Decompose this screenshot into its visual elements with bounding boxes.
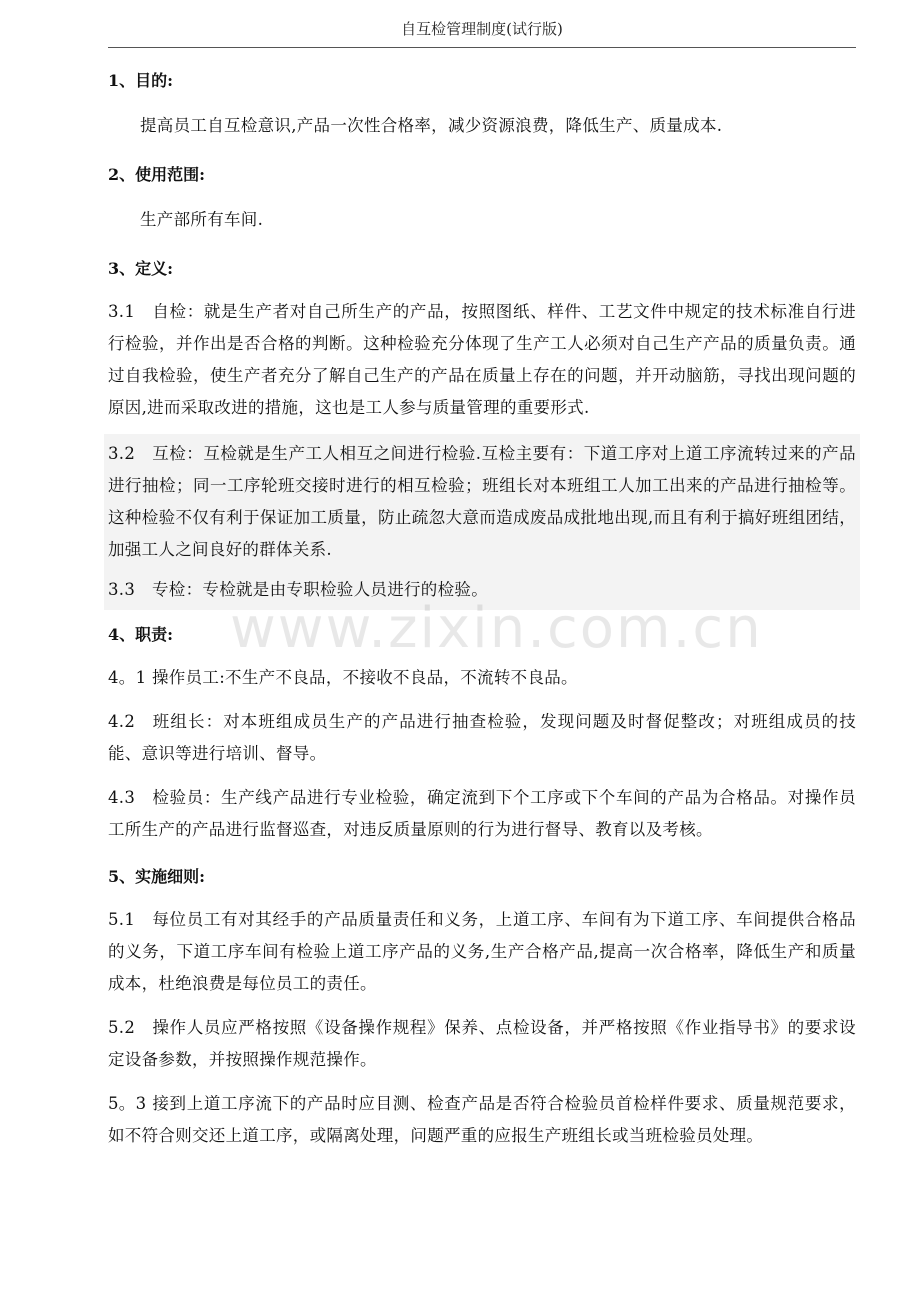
- item-text: 操作人员应严格按照《设备操作规程》保养、点检设备，并严格按照《作业指导书》的要求设定设备参数，并按照操作规范操作。: [108, 1018, 856, 1069]
- shaded-block: [104, 434, 860, 610]
- item-text: 自检：就是生产者对自己所生产的产品，按照图纸、样件、工艺文件中规定的技术标准自行进行检验，并作出是否合格的判断。这种检验充分体现了生产工人必须对自己生产产品的质量负责。通过自我检验，使生产者充分了解自己生产的产品在质量上存在的问题，并开动脑筋，寻找出现问题的原因,进而采取改进的措施，这也是工人参与质量管理的重要形式.: [108, 302, 856, 417]
- item-number: 5.1: [108, 910, 136, 929]
- item-number: 5.2: [108, 1018, 136, 1037]
- item-text: 操作员工:不生产不良品，不接收不良品，不流转不良品。: [152, 668, 578, 687]
- definition-item: [108, 438, 856, 566]
- page-header: 自互检管理制度(试行版): [108, 18, 856, 48]
- section-2-text: 生产部所有车间.: [140, 210, 264, 229]
- section-3-heading: 3、定义:: [108, 259, 174, 278]
- rule-item: [108, 904, 856, 1000]
- item-number: 3.1: [108, 302, 136, 321]
- item-number: 3.3: [108, 580, 136, 599]
- rule-item: [108, 1012, 856, 1076]
- section-5-heading: 5、实施细则:: [108, 867, 206, 886]
- item-number: 3.2: [108, 444, 136, 463]
- section-4-heading: 4、职责:: [108, 625, 174, 644]
- definition-item: [108, 574, 856, 606]
- item-number: 4.2: [108, 712, 136, 731]
- section-1-text: 提高员工自互检意识,产品一次性合格率，减少资源浪费，降低生产、质量成本.: [140, 116, 723, 135]
- document-body: [108, 62, 856, 1152]
- item-number: 4.3: [108, 788, 136, 807]
- item-text: 接到上道工序流下的产品时应目测、检查产品是否符合检验员首检样件要求、质量规范要求，如不符合则交还上道工序，或隔离处理，问题严重的应报生产班组长或当班检验员处理。: [108, 1094, 856, 1145]
- item-number: 4。1: [108, 668, 147, 687]
- duty-item: [108, 662, 856, 694]
- section-1-heading: 1、目的:: [108, 71, 174, 90]
- section-2-heading: 2、使用范围:: [108, 165, 206, 184]
- item-text: 每位员工有对其经手的产品质量责任和义务，上道工序、车间有为下道工序、车间提供合格品的义务，下道工序车间有检验上道工序产品的义务,生产合格产品,提高一次合格率，降低生产和质量成本，杜绝浪费是每位员工的责任。: [108, 910, 856, 993]
- rule-item: [108, 1088, 856, 1152]
- item-text: 专检：专检就是由专职检验人员进行的检验。: [152, 580, 488, 599]
- item-text: 互检：互检就是生产工人相互之间进行检验.互检主要有：下道工序对上道工序流转过来的产品进行抽检；同一工序轮班交接时进行的相互检验；班组长对本班组工人加工出来的产品进行抽检等。这种检验不仅有利于保证加工质量，防止疏忽大意而造成废品成批地出现,而且有利于搞好班组团结，加强工人之间良好的群体关系.: [108, 444, 856, 559]
- watermark: www.zixin.com.cn: [230, 596, 763, 661]
- item-text: 班组长：对本班组成员生产的产品进行抽查检验，发现问题及时督促整改；对班组成员的技能、意识等进行培训、督导。: [108, 712, 856, 763]
- item-number: 5。3: [108, 1094, 147, 1113]
- duty-item: [108, 706, 856, 770]
- item-text: 检验员：生产线产品进行专业检验，确定流到下个工序或下个车间的产品为合格品。对操作员工所生产的产品进行监督巡查，对违反质量原则的行为进行督导、教育以及考核。: [108, 788, 856, 839]
- definition-item: [108, 296, 856, 424]
- duty-item: [108, 782, 856, 846]
